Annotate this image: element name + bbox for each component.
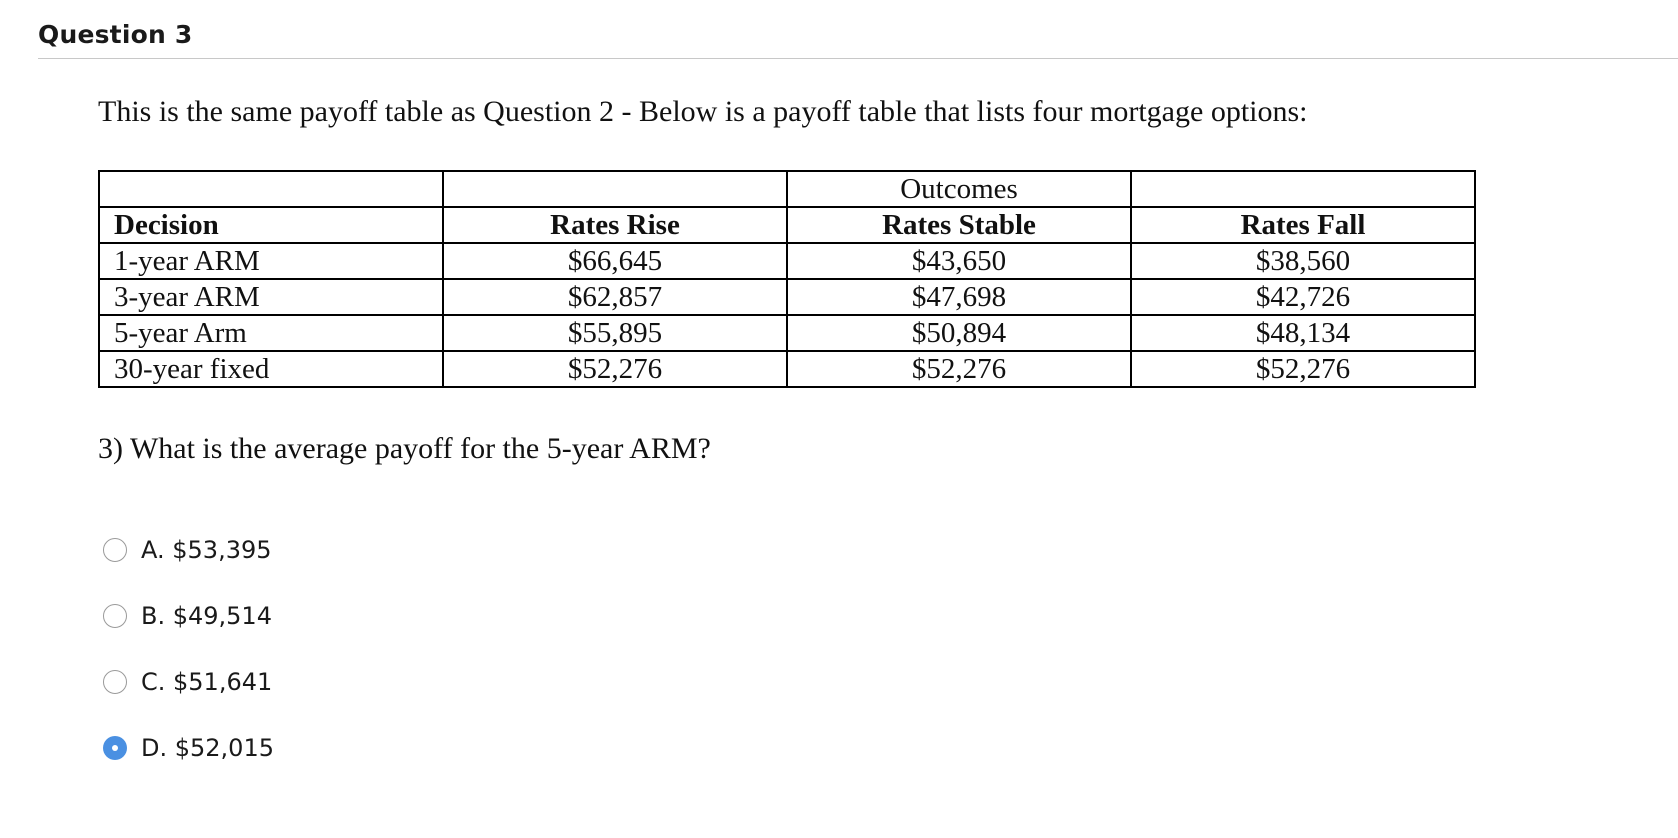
row-value: $38,560 — [1131, 243, 1475, 279]
option-b-label[interactable]: B. $49,514 — [141, 602, 272, 630]
row-decision: 5-year Arm — [99, 315, 443, 351]
row-decision: 3-year ARM — [99, 279, 443, 315]
option-b[interactable] — [103, 596, 274, 636]
option-a[interactable] — [103, 530, 274, 570]
row-value: $52,276 — [1131, 351, 1475, 387]
table-cell — [1131, 171, 1475, 207]
option-d-label[interactable]: D. $52,015 — [141, 734, 274, 762]
radio-button-b[interactable] — [103, 604, 127, 628]
option-c[interactable] — [103, 662, 274, 702]
question-header — [38, 18, 1678, 59]
row-value: $52,276 — [443, 351, 787, 387]
column-header-rates-fall: Rates Fall — [1131, 207, 1475, 243]
row-value: $66,645 — [443, 243, 787, 279]
row-decision: 1-year ARM — [99, 243, 443, 279]
option-c-label[interactable]: C. $51,641 — [141, 668, 273, 696]
payoff-table — [98, 170, 1476, 388]
table-row — [99, 351, 1475, 387]
table-group-header-row — [99, 171, 1475, 207]
table-cell — [443, 171, 787, 207]
radio-button-a[interactable] — [103, 538, 127, 562]
outcomes-header: Outcomes — [787, 171, 1131, 207]
table-cell — [99, 171, 443, 207]
row-value: $52,276 — [787, 351, 1131, 387]
column-header-rates-rise: Rates Rise — [443, 207, 787, 243]
row-value: $43,650 — [787, 243, 1131, 279]
radio-button-d[interactable] — [103, 736, 127, 760]
row-value: $62,857 — [443, 279, 787, 315]
row-value: $42,726 — [1131, 279, 1475, 315]
answer-options — [103, 530, 274, 794]
table-header-row — [99, 207, 1475, 243]
radio-button-c[interactable] — [103, 670, 127, 694]
table-row — [99, 315, 1475, 351]
table-row — [99, 243, 1475, 279]
option-d[interactable] — [103, 728, 274, 768]
table-row — [99, 279, 1475, 315]
row-value: $47,698 — [787, 279, 1131, 315]
row-value: $50,894 — [787, 315, 1131, 351]
question-title: Question 3 — [38, 20, 193, 49]
question-text: 3) What is the average payoff for the 5-year ARM? — [98, 432, 711, 465]
option-a-label[interactable]: A. $53,395 — [141, 536, 272, 564]
column-header-rates-stable: Rates Stable — [787, 207, 1131, 243]
row-value: $55,895 — [443, 315, 787, 351]
column-header-decision: Decision — [99, 207, 443, 243]
row-decision: 30-year fixed — [99, 351, 443, 387]
intro-text: This is the same payoff table as Question 2 - Below is a payoff table that lists four mortgage options: — [98, 95, 1308, 128]
row-value: $48,134 — [1131, 315, 1475, 351]
